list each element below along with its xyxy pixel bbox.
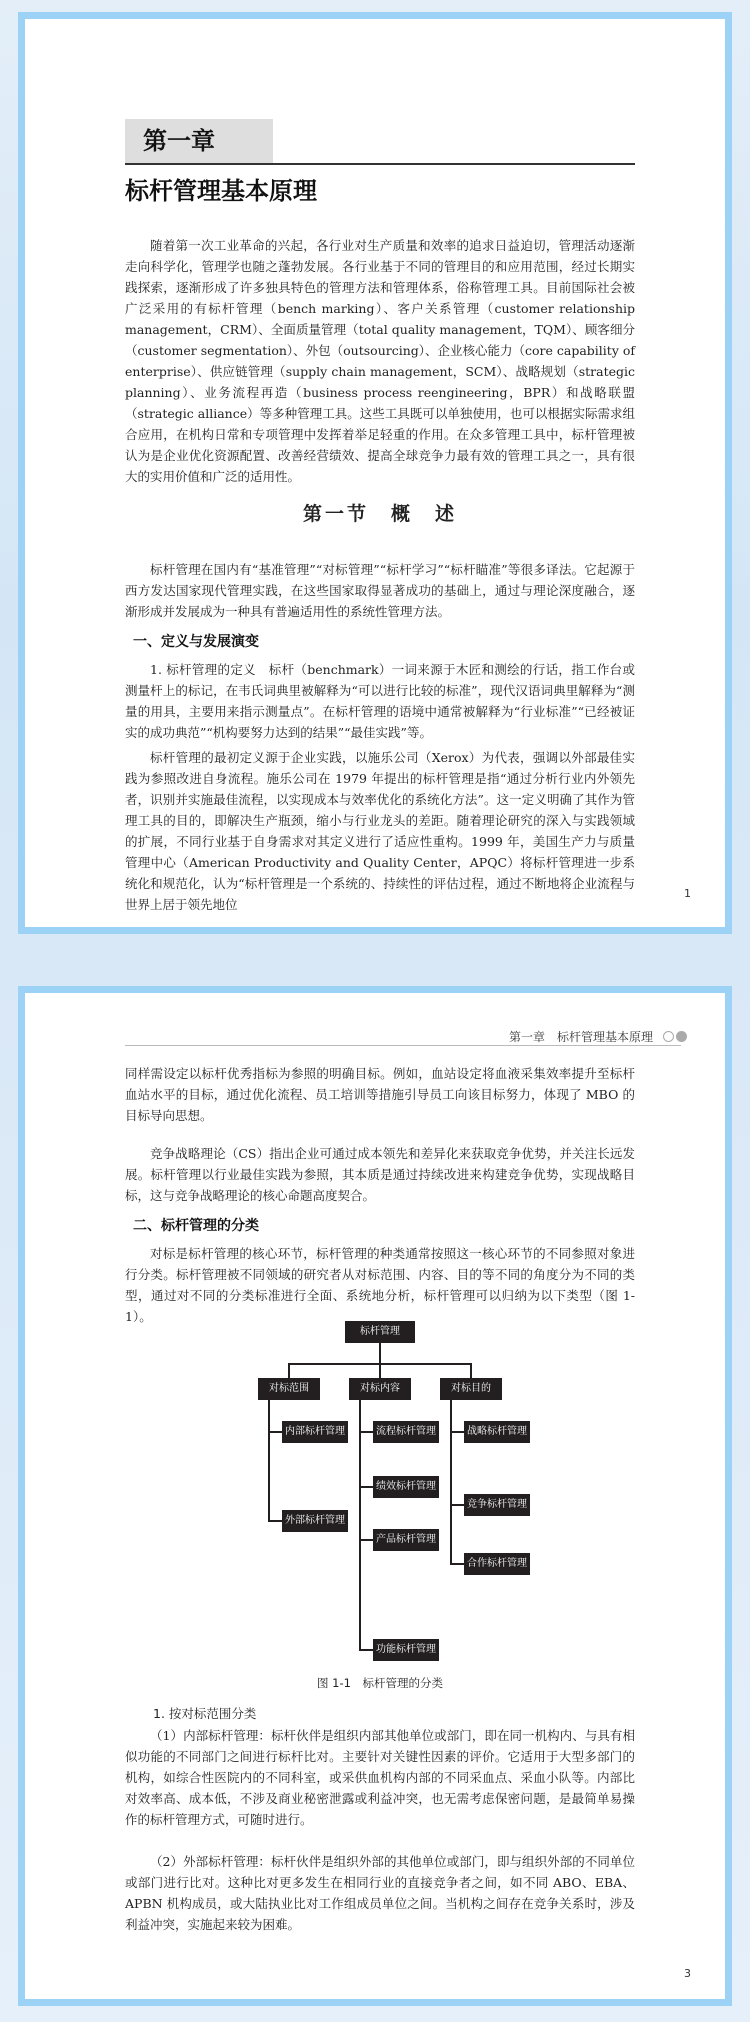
- chart-item-process: 流程标杆管理: [373, 1421, 439, 1443]
- header-rule: [125, 1045, 681, 1046]
- connector: [450, 1563, 464, 1565]
- internal-benchmarking-paragraph: （1）内部标杆管理：标杆伙伴是组织内部其他单位或部门，即在同一机构内、与具有相似功能的不同部门之间进行标杆比对。主要针对关键性因素的评价。它适用于大型多部门的机构，如综合性医院内的不同科室，或采供血机构内部的不同采血点、采血小队等。内部比对效率高、成本低，不涉及商业秘密泄露或利益冲突，也无需考虑保密问题，是最简单易操作的标杆管理方式，可随时进行。: [125, 1728, 635, 1827]
- chapter-title: 标杆管理基本原理: [125, 177, 317, 205]
- classification-paragraph: 对标是标杆管理的核心环节，标杆管理的种类通常按照这一核心环节的不同参照对象进行分类。标杆管理被不同领域的研究者从对标范围、内容、目的等不同的角度分为不同的类型，通过对不同的分类标准进行全面、系统地分析，标杆管理可以归纳为以下类型（图 1-1）。: [125, 1246, 635, 1324]
- page-number: 3: [684, 1967, 691, 1980]
- page-2: [18, 986, 732, 2006]
- external-benchmarking-paragraph: （2）外部标杆管理：标杆伙伴是组织外部的其他单位或部门，即与组织外部的不同单位或部门进行比对。这种比对更多发生在相同行业的直接竞争者之间，如不同 ABO、EBA、APBN 机构成员，或大陆执业比对工作组成员单位之间。当机构之间存在竞争关系时，涉及利益冲突，实施起来较为困难。: [125, 1854, 635, 1932]
- chart-item-external: 外部标杆管理: [282, 1510, 348, 1532]
- running-header: [509, 1028, 687, 1045]
- circle-outline-icon: [663, 1031, 674, 1042]
- chart-item-internal: 内部标杆管理: [282, 1421, 348, 1443]
- connector: [288, 1363, 290, 1378]
- history-paragraph: 标杆管理的最初定义源于企业实践，以施乐公司（Xerox）为代表，强调以外部最佳实践为参照改进自身流程。施乐公司在 1979 年提出的标杆管理是指“通过分析行业内外领先者，识别并实施最佳流程，以实现成本与效率优化的系统化方法”。这一定义明确了其作为管理工具的目的，即解决生产瓶颈，缩小与行业龙头的差距。随着理论研究的深入与实践领域的扩展，不同行业基于自身需求对其定义进行了适应性重构。1999 年，美国生产力与质量管理中心（American Productivity and Quality Center，APQC）将标杆管理进一步系统化和规范化，认为“标杆管理是一个系统的、持续性的评估过程，通过不断地将企业流程与世界上居于领先地位: [125, 750, 635, 912]
- chapter-label: 第一章: [125, 119, 273, 163]
- competition-paragraph: 竞争战略理论（CS）指出企业可通过成本领先和差异化来获取竞争优势，并关注长远发展。标杆管理以行业最佳实践为参照，其本质是通过持续改进来构建竞争优势，实现战略目标，这与竞争战略理论的核心命题高度契合。: [125, 1146, 635, 1203]
- chart-item-performance: 绩效标杆管理: [373, 1476, 439, 1498]
- connector: [359, 1400, 361, 1651]
- continued-paragraph: 同样需设定以标杆优秀指标为参照的明确目标。例如，血站设定将血液采集效率提升至标杆血站水平的目标，通过优化流程、员工培训等措施引导员工向该目标努力，体现了 MBO 的目标导向思想。: [125, 1066, 635, 1123]
- connector: [359, 1486, 373, 1488]
- running-header-text: 第一章 标杆管理基本原理: [508, 1030, 653, 1044]
- connector: [288, 1363, 472, 1365]
- section-title: 第一节 概 述: [302, 503, 457, 525]
- heading-classification: 二、标杆管理的分类: [133, 1218, 259, 1234]
- connector: [268, 1520, 282, 1522]
- connector: [359, 1539, 373, 1541]
- definition-paragraph: 1. 标杆管理的定义 标杆（benchmark）一词来源于木匠和测绘的行话，指工作台或测量杆上的标记，在韦氏词典里被解释为“可以进行比较的标准”，现代汉语词典里解释为“测量的用具，主要用来指示测量点”。在标杆管理的语境中通常被解释为“行业标准”“已经被证实的成功典范”“机构要努力达到的结果”“最佳实践”等。: [125, 662, 635, 740]
- connector: [359, 1431, 373, 1433]
- connector: [268, 1431, 282, 1433]
- chart-category-purpose: 对标目的: [440, 1378, 502, 1400]
- intro-paragraph: 随着第一次工业革命的兴起，各行业对生产质量和效率的追求日益迫切，管理活动逐渐走向科学化，管理学也随之蓬勃发展。各行业基于不同的管理目的和应用范围，经过长期实践探索，逐渐形成了许多独具特色的管理方法和管理体系，俗称管理工具。目前国际社会被广泛采用的有标杆管理（bench marking）、客户关系管理（customer relationship management，CRM）、全面质量管理（total quality management，TQM）、顾客细分（customer segmentation）、外包（outsourcing）、企业核心能力（core capability of enterprise）、供应链管理（supply chain management，SCM）、战略规划（strategic planning）、业务流程再造（business process reengineering，BPR）和战略联盟（strategic alliance）等多种管理工具。这些工具既可以单独使用，也可以根据实际需求组合应用，在机构日常和专项管理中发挥着举足轻重的作用。在众多管理工具中，标杆管理被认为是企业优化资源配置、改善经营绩效、提高全球竞争力最有效的管理工具之一，具有很大的实用价值和广泛的适用性。: [125, 238, 636, 484]
- page-1: [18, 12, 732, 934]
- connector: [379, 1343, 381, 1363]
- section-intro-paragraph: 标杆管理在国内有“基准管理”“对标管理”“标杆学习”“标杆瞄准”等很多译法。它起源于西方发达国家现代管理实践，在这些国家取得显著成功的基础上，通过与理论深度融合，逐渐形成并发展成为一种具有普遍适用性的系统性管理方法。: [125, 562, 635, 619]
- connector: [450, 1431, 464, 1433]
- chart-category-content: 对标内容: [349, 1378, 411, 1400]
- connector: [450, 1504, 464, 1506]
- header-decoration: [661, 1031, 687, 1042]
- chart-item-strategic: 战略标杆管理: [464, 1421, 530, 1443]
- chart-item-cooperative: 合作标杆管理: [464, 1553, 530, 1575]
- chart-item-function: 功能标杆管理: [373, 1639, 439, 1661]
- circle-filled-icon: [676, 1031, 687, 1042]
- heading-by-scope: 1. 按对标范围分类: [153, 1706, 257, 1721]
- connector: [359, 1649, 373, 1651]
- chart-category-scope: 对标范围: [258, 1378, 320, 1400]
- chapter-rule: [125, 163, 635, 165]
- chart-item-product: 产品标杆管理: [373, 1529, 439, 1551]
- heading-definition: 一、定义与发展演变: [133, 634, 259, 650]
- figure-caption: 图 1-1 标杆管理的分类: [317, 1676, 443, 1690]
- connector: [470, 1363, 472, 1378]
- chart-item-competitive: 竞争标杆管理: [464, 1494, 530, 1516]
- connector: [379, 1363, 381, 1378]
- page-number: 1: [684, 887, 691, 900]
- connector: [450, 1400, 452, 1565]
- chart-root-node: 标杆管理: [345, 1321, 415, 1343]
- connector: [268, 1400, 270, 1521]
